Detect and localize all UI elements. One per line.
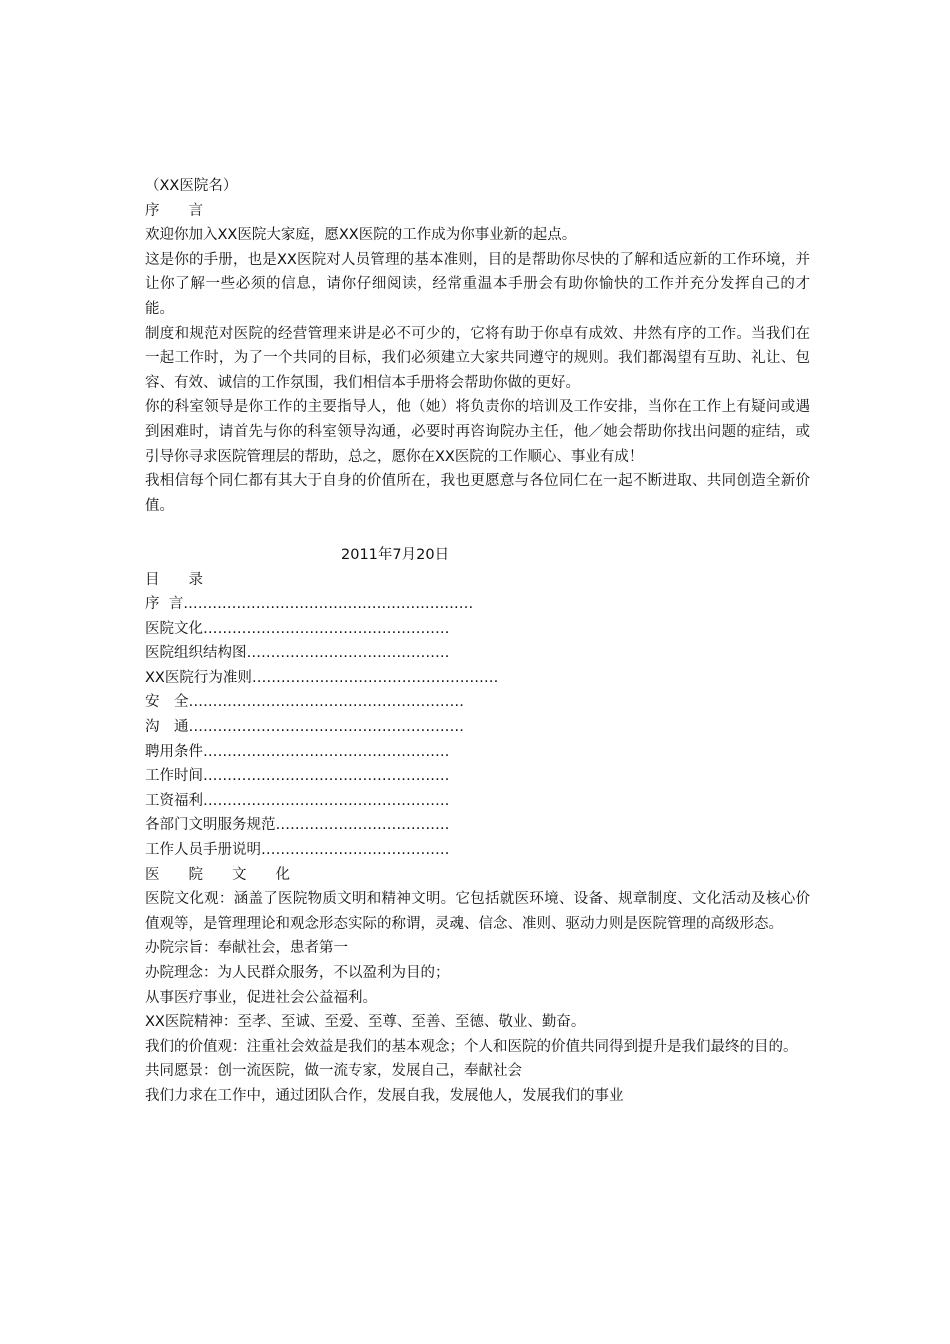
hospital-name: （XX医院名） [145,178,238,194]
toc-item: 各部门文明服务规范……………………………… [145,817,450,834]
culture-paragraph-2: 办院宗旨：奉献社会，患者第一 [145,940,348,957]
toc-item: 聘用条件…………………………………………… [145,743,450,760]
preface-paragraph-3: 制度和规范对医院的经营管理来讲是必不可少的，它将有助于你卓有成效、井然有序的工作。当我们在一起工作时，为了一个共同的目标，我们必须建立大家共同遵守的规则。我们都渴望有互助、礼让、包容、有效、诚信的工作氛围，我们相信本手册将会帮助你做的更好。 [145,325,810,391]
preface-paragraph-2: 这是你的手册，也是XX医院对人员管理的基本准则，目的是帮助你尽快的了解和适应新的工作环境，并让你了解一些必须的信息，请你仔细阅读，经常重温本手册会有助你愉快的工作并充分发挥自己的才能。 [145,251,810,317]
preface-heading: 序 言 [145,202,203,219]
toc-item: 沟 通………………………………………………… [145,719,464,736]
culture-paragraph-7: 共同愿景：创一流医院，做一流专家，发展自己，奉献社会 [145,1063,522,1080]
toc-item: 工资福利…………………………………………… [145,792,450,809]
toc-item: 工作人员手册说明………………………………… [145,842,450,859]
toc-item: 医院组织结构图…………………………………… [145,645,450,662]
toc-item: 安 全………………………………………………… [145,694,464,711]
culture-paragraph-6: 我们的价值观：注重社会效益是我们的基本观念；个人和医院的价值共同得到提升是我们最终的目的。 [145,1038,798,1055]
toc-item: XX医院行为准则…………………………………………… [145,669,499,686]
culture-paragraph-8: 我们力求在工作中，通过团队合作，发展自我，发展他人，发展我们的事业 [145,1087,624,1104]
document-body [145,174,810,1109]
toc-item: 医院文化…………………………………………… [145,620,450,637]
preface-paragraph-5: 我相信每个同仁都有其大于自身的价值所在，我也更愿意与各位同仁在一起不断进取、共同创造全新价值。 [145,473,810,514]
culture-paragraph-5: XX医院精神：至孝、至诚、至爱、至尊、至善、至德、敬业、勤奋。 [145,1014,586,1031]
toc-item: 序 言…………………………………………………… [145,596,474,613]
culture-paragraph-4: 从事医疗事业，促进社会公益福利。 [145,989,377,1006]
blank-line [145,518,810,543]
toc-heading: 目 录 [145,571,203,588]
culture-paragraph-3: 办院理念：为人民群众服务，不以盈利为目的； [145,965,450,981]
toc-item: 工作时间…………………………………………… [145,768,450,785]
preface-paragraph-1: 欢迎你加入XX医院大家庭，愿XX医院的工作成为你事业新的起点。 [145,227,577,244]
culture-heading: 医 院 文 化 [145,866,290,883]
culture-paragraph-1: 医院文化观：涵盖了医院物质文明和精神文明。它包括就医环境、设备、规章制度、文化活动及核心价值观等，是管理理论和观念形态实际的称谓，灵魂、信念、准则、驱动力则是医院管理的高级形态。 [145,891,810,932]
preface-date: 2011年7月20日 [341,546,450,563]
preface-paragraph-4: 你的科室领导是你工作的主要指导人，他（她）将负责你的培训及工作安排，当你在工作上有疑问或遇到困难时，请首先与你的科室领导沟通，必要时再咨询院办主任，他／她会帮助你找出问题的症结，或引导你寻求医院管理层的帮助，总之，愿你在XX医院的工作顺心、事业有成！ [145,399,810,465]
